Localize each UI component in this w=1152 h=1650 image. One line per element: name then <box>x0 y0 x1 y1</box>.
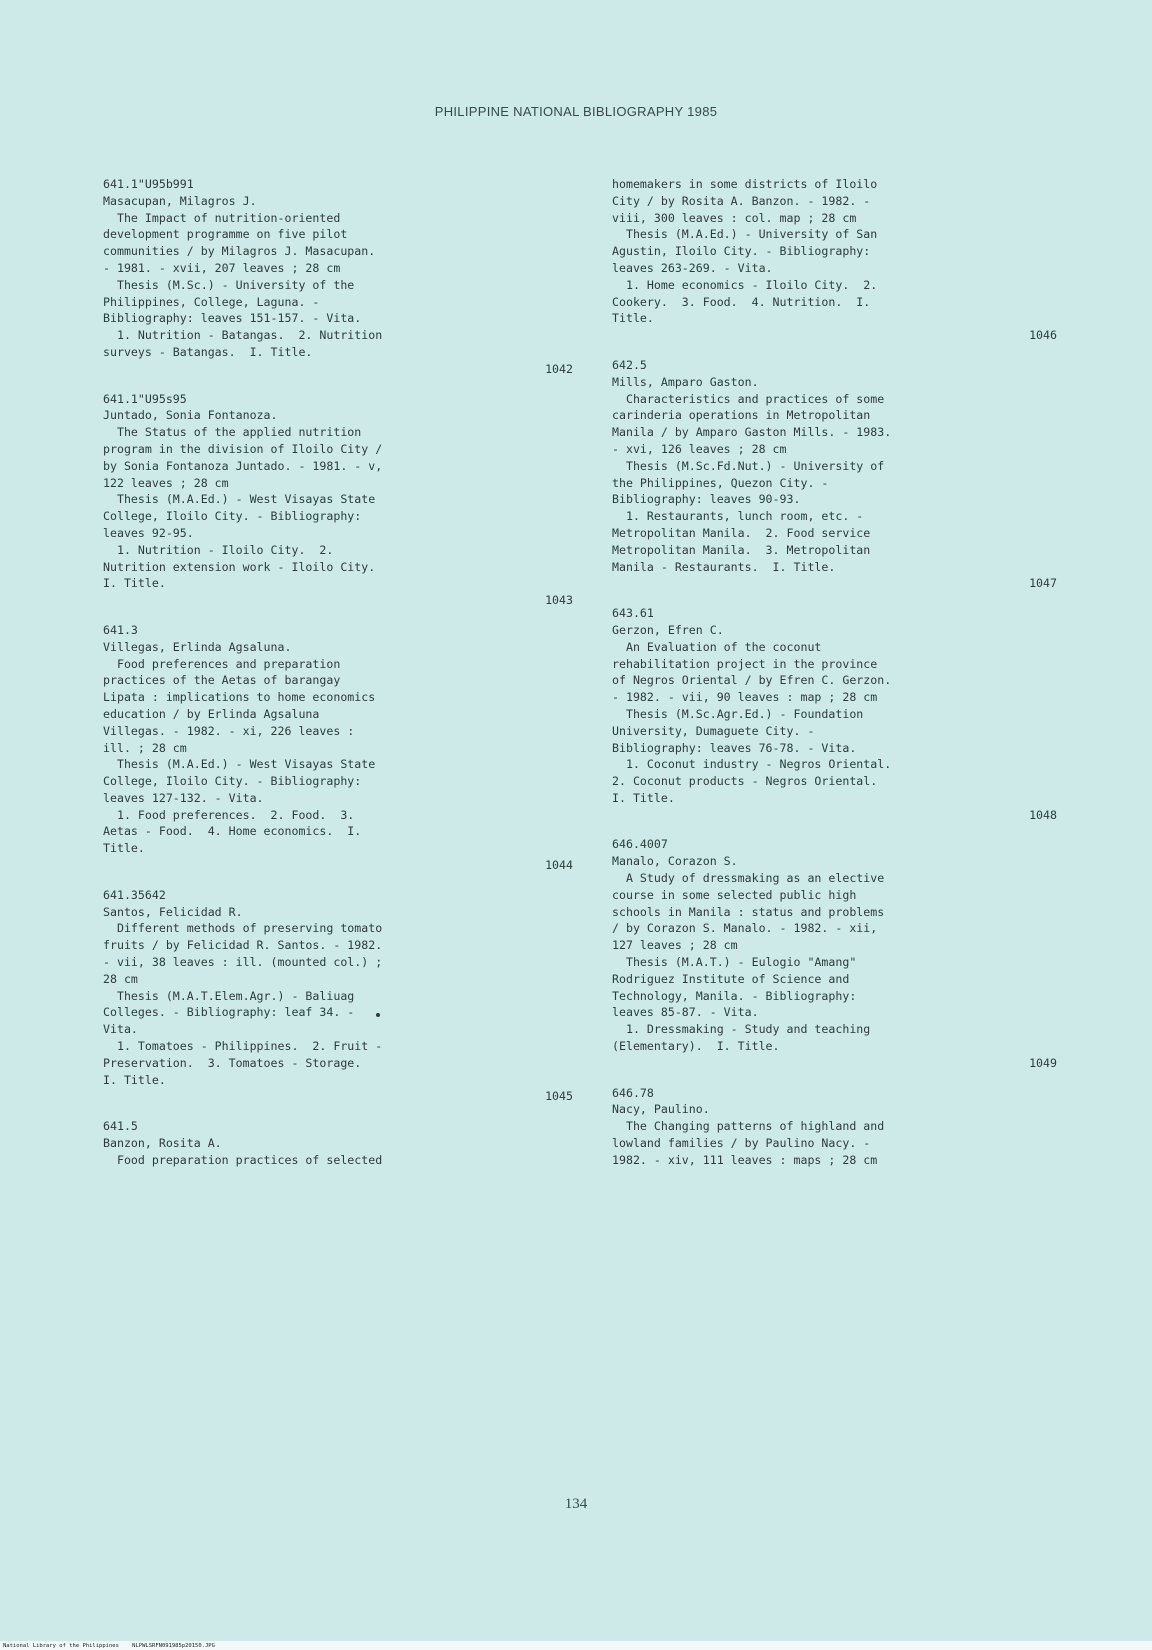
call-number: 641.3 <box>103 622 138 637</box>
bibliography-entry <box>103 176 573 378</box>
entry-text-line: surveys - Batangas. I. Title. <box>103 344 313 359</box>
entry-text-line: Title. <box>612 311 654 326</box>
entry-text-line: Cookery. 3. Food. 4. Nutrition. I. <box>612 294 871 309</box>
entry-text-line: - xvi, 126 leaves ; 28 cm <box>612 441 787 456</box>
entry-text-line: Thesis (M.A.Ed.) - West Visayas State <box>103 492 376 507</box>
entry-text-line: 1. Nutrition - Batangas. 2. Nutrition <box>103 328 383 343</box>
author-name: Manalo, Corazon S. <box>612 854 738 869</box>
bibliography-entry <box>612 836 1057 1071</box>
entry-text-line: Thesis (M.Sc.Agr.Ed.) - Foundation <box>612 706 864 721</box>
entry-text-line: An Evaluation of the coconut <box>612 639 822 654</box>
scan-footer: National Library of the Philippines NLPWLSRFN091985p20150.JPG <box>3 1643 215 1649</box>
entry-text-line: University, Dumaguete City. - <box>612 723 815 738</box>
author-name: Mills, Amparo Gaston. <box>612 374 759 389</box>
author-name: Gerzon, Efren C. <box>612 622 724 637</box>
entry-text-line: fruits / by Felicidad R. Santos. - 1982. <box>103 938 383 953</box>
entry-text-line: The Changing patterns of highland and <box>612 1119 885 1134</box>
page-number: 134 <box>564 1496 588 1512</box>
entry-text-line: Characteristics and practices of some <box>612 391 885 406</box>
bibliography-entry <box>103 622 573 874</box>
entry-number: 1042 <box>545 361 573 376</box>
entry-text-line: leaves 127-132. - Vita. <box>103 790 264 805</box>
entry-text-line: the Philippines, Quezon City. - <box>612 475 829 490</box>
entry-text-line: College, Iloilo City. - Bibliography: <box>103 509 362 524</box>
call-number: 642.5 <box>612 357 647 372</box>
entry-text-line: 1. Restaurants, lunch room, etc. - <box>612 509 864 524</box>
entry-text-line: Title. <box>103 841 145 856</box>
author-name: Banzon, Rosita A. <box>103 1136 222 1151</box>
entry-text-line: Different methods of preserving tomato <box>103 921 383 936</box>
entry-text-line: / by Corazon S. Manalo. - 1982. - xii, <box>612 921 878 936</box>
entry-text-line: Thesis (M.A.T.Elem.Agr.) - Baliuag <box>103 988 355 1003</box>
entry-text-line: rehabilitation project in the province <box>612 656 878 671</box>
entry-text-line: Nutrition extension work - Iloilo City. <box>103 559 376 574</box>
entry-text-line: Rodriguez Institute of Science and <box>612 971 850 986</box>
bibliography-entry <box>103 887 573 1105</box>
entry-text-line: College, Iloilo City. - Bibliography: <box>103 774 362 789</box>
entry-text-line: Thesis (M.Sc.Fd.Nut.) - University of <box>612 458 885 473</box>
entry-number: 1046 <box>1029 328 1057 343</box>
author-name: Juntado, Sonia Fontanoza. <box>103 408 278 423</box>
entry-text-line: Colleges. - Bibliography: leaf 34. - <box>103 1005 355 1020</box>
entry-text-line: The Impact of nutrition-oriented <box>103 210 341 225</box>
entry-text-line: 1. Home economics - Iloilo City. 2. <box>612 277 878 292</box>
entry-text-line: (Elementary). I. Title. <box>612 1039 780 1054</box>
entry-text-line: leaves 263-269. - Vita. <box>612 260 773 275</box>
call-number: 641.35642 <box>103 887 166 902</box>
entry-text-line: 1982. - xiv, 111 leaves : maps ; 28 cm <box>612 1152 878 1167</box>
bibliography-entry <box>612 357 1057 592</box>
entry-text-line: Lipata : implications to home economics <box>103 690 376 705</box>
entry-text-line: program in the division of Iloilo City / <box>103 441 383 456</box>
entry-text-line: Manila / by Amparo Gaston Mills. - 1983. <box>612 425 892 440</box>
call-number: 641.1"U95s95 <box>103 391 187 406</box>
author-name: City / by Rosita A. Banzon. - 1982. - <box>612 193 871 208</box>
entry-text-line: Bibliography: leaves 90-93. <box>612 492 801 507</box>
entry-text-line: lowland families / by Paulino Nacy. - <box>612 1136 871 1151</box>
entry-text-line: Bibliography: leaves 151-157. - Vita. <box>103 311 362 326</box>
call-number: 641.5 <box>103 1119 138 1134</box>
page-header: PHILIPPINE NATIONAL BIBLIOGRAPHY 1985 <box>434 104 718 119</box>
entry-text-line: Food preferences and preparation <box>103 656 341 671</box>
entry-text-line: Preservation. 3. Tomatoes - Storage. <box>103 1055 362 1070</box>
entry-text-line: by Sonia Fontanoza Juntado. - 1981. - v, <box>103 458 383 473</box>
bibliography-entry <box>612 176 1057 344</box>
entry-text-line: Metropolitan Manila. 3. Metropolitan <box>612 542 871 557</box>
entry-text-line: education / by Erlinda Agsaluna <box>103 706 320 721</box>
entry-text-line: 122 leaves ; 28 cm <box>103 475 229 490</box>
author-name: Masacupan, Milagros J. <box>103 193 257 208</box>
entry-text-line: Manila - Restaurants. I. Title. <box>612 559 836 574</box>
entry-text-line: communities / by Milagros J. Masacupan. <box>103 244 376 259</box>
call-number: 643.61 <box>612 606 654 621</box>
entry-text-line: leaves 85-87. - Vita. <box>612 1005 759 1020</box>
entry-number: 1049 <box>1029 1055 1057 1070</box>
call-number: 646.78 <box>612 1085 654 1100</box>
entry-text-line: Vita. <box>103 1022 138 1037</box>
entry-text-line: Metropolitan Manila. 2. Food service <box>612 525 871 540</box>
entry-number: 1048 <box>1029 807 1057 822</box>
call-number: 646.4007 <box>612 837 668 852</box>
entry-text-line: Food preparation practices of selected <box>103 1152 383 1167</box>
entry-text-line: 2. Coconut products - Negros Oriental. <box>612 774 878 789</box>
entry-text-line: - vii, 38 leaves : ill. (mounted col.) ; <box>103 955 383 970</box>
entry-text-line: leaves 92-95. <box>103 525 194 540</box>
entry-text-line: 127 leaves ; 28 cm <box>612 938 738 953</box>
entry-text-line: 28 cm <box>103 971 138 986</box>
entry-text-line: - 1981. - xvii, 207 leaves ; 28 cm <box>103 260 341 275</box>
bibliography-entry <box>103 1118 573 1168</box>
entry-text-line: Aetas - Food. 4. Home economics. I. <box>103 824 362 839</box>
entry-text-line: schools in Manila : status and problems <box>612 904 885 919</box>
entry-text-line: Thesis (M.A.Ed.) - University of San <box>612 227 878 242</box>
entry-text-line: Bibliography: leaves 76-78. - Vita. <box>612 740 857 755</box>
entry-text-line: Thesis (M.A.T.) - Eulogio "Amang" <box>612 955 857 970</box>
stray-dot <box>376 1013 380 1017</box>
entry-text-line: development programme on five pilot <box>103 227 348 242</box>
right-column <box>612 176 1057 1169</box>
bibliography-entry <box>103 391 573 609</box>
entry-text-line: A Study of dressmaking as an elective <box>612 871 885 886</box>
author-name: Villegas, Erlinda Agsaluna. <box>103 639 292 654</box>
call-number: 641.1"U95b991 <box>103 177 194 191</box>
entry-number: 1044 <box>545 858 573 873</box>
author-name: Nacy, Paulino. <box>612 1102 710 1117</box>
entry-text-line: carinderia operations in Metropolitan <box>612 408 871 423</box>
entry-text-line: 1. Coconut industry - Negros Oriental. <box>612 757 892 772</box>
bibliography-entry <box>612 1085 1057 1169</box>
entry-text-line: Thesis (M.Sc.) - University of the <box>103 277 355 292</box>
bibliography-entry <box>612 605 1057 823</box>
entry-text-line: Thesis (M.A.Ed.) - West Visayas State <box>103 757 376 772</box>
left-column <box>103 176 573 1169</box>
entry-text-line: course in some selected public high <box>612 887 857 902</box>
entry-text-line: I. Title. <box>103 576 166 591</box>
entry-text-line: 1. Nutrition - Iloilo City. 2. <box>103 542 334 557</box>
entry-text-line: 1. Tomatoes - Philippines. 2. Fruit - <box>103 1039 383 1054</box>
entry-text-line: 1. Dressmaking - Study and teaching <box>612 1022 871 1037</box>
entry-text-line: of Negros Oriental / by Efren C. Gerzon. <box>612 673 892 688</box>
entry-number: 1045 <box>545 1089 573 1104</box>
entry-number: 1047 <box>1029 576 1057 591</box>
entry-text-line: Philippines, College, Laguna. - <box>103 294 320 309</box>
entry-text-line: 1. Food preferences. 2. Food. 3. <box>103 807 355 822</box>
author-name: Santos, Felicidad R. <box>103 904 243 919</box>
entry-number: 1043 <box>545 593 573 608</box>
entry-text-line: ill. ; 28 cm <box>103 740 187 755</box>
entry-text-line: I. Title. <box>612 790 675 805</box>
entry-text-line: practices of the Aetas of barangay <box>103 673 341 688</box>
entry-text-line: Agustin, Iloilo City. - Bibliography: <box>612 244 871 259</box>
entry-text-line: I. Title. <box>103 1072 166 1087</box>
entry-text-line: viii, 300 leaves : col. map ; 28 cm <box>612 210 857 225</box>
entry-text-line: The Status of the applied nutrition <box>103 425 362 440</box>
entry-text-line: Technology, Manila. - Bibliography: <box>612 988 857 1003</box>
call-number: homemakers in some districts of Iloilo <box>612 177 878 191</box>
entry-text-line: - 1982. - vii, 90 leaves : map ; 28 cm <box>612 690 878 705</box>
entry-text-line: Villegas. - 1982. - xi, 226 leaves : <box>103 723 355 738</box>
